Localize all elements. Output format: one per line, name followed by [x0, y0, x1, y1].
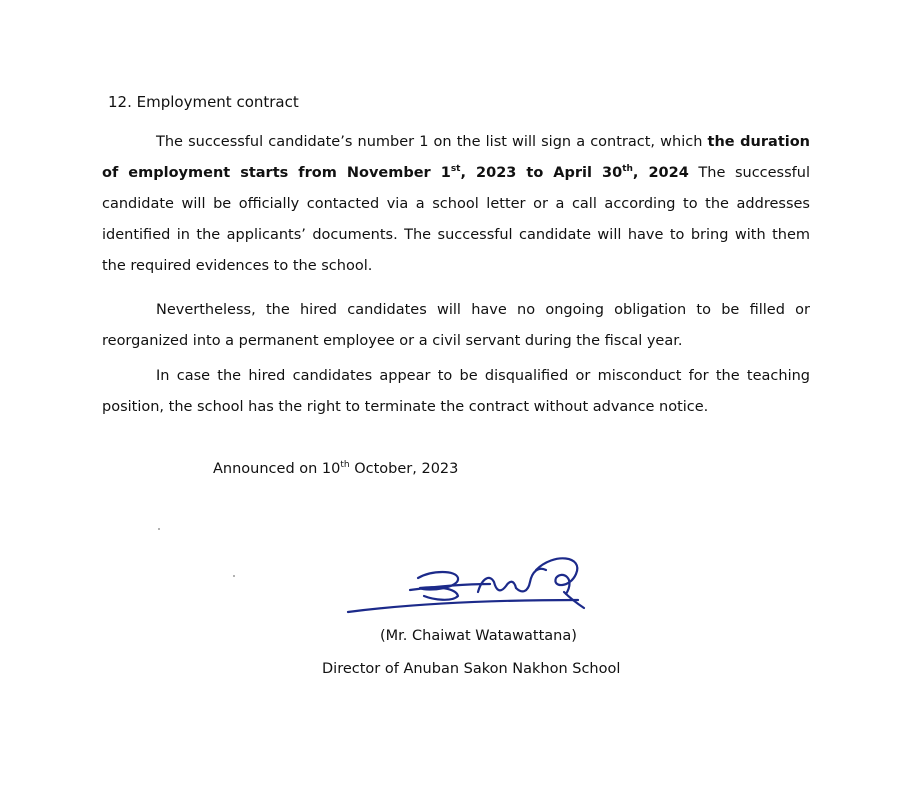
- paragraph1-text-b: The successful candidate will be officially contacted via a school letter or a call according to the addresses identified in the applicants’ documents. The successful candidate will have to bring with them the required evidences to the school.: [102, 165, 810, 274]
- paragraph-termination: [102, 361, 810, 423]
- announcement-sup: th: [340, 460, 350, 471]
- paragraph3-text: In case the hired candidates appear to be disqualified or misconduct for the teaching position, the school has the right to terminate the contract without advance notice.: [102, 368, 810, 415]
- paragraph2-text: Nevertheless, the hired candidates will have no ongoing obligation to be filled or reorganized into a permanent employee or a civil servant during the fiscal year.: [102, 302, 810, 349]
- paragraph1-bold-c: , 2024: [632, 165, 689, 181]
- paper-speck: [158, 528, 160, 530]
- announcement-suffix: October, 2023: [349, 461, 459, 477]
- paragraph-contract-duration: [102, 127, 810, 282]
- announcement-date: [213, 459, 458, 479]
- paragraph1-bold-a: the duration of employment starts from November 1: [102, 134, 810, 181]
- section-heading: 12. Employment contract: [108, 93, 299, 111]
- signatory-title: Director of Anuban Sakon Nakhon School: [322, 661, 621, 677]
- announcement-prefix: Announced on 10: [213, 461, 341, 477]
- signatory-name: (Mr. Chaiwat Watawattana): [380, 628, 577, 644]
- paragraph-no-obligation: [102, 295, 810, 357]
- paragraph1-sup-a: st: [450, 164, 461, 175]
- paragraph1-bold-b: , 2023 to April 30: [460, 165, 623, 181]
- handwritten-signature: [340, 548, 600, 618]
- paper-speck: [233, 575, 235, 577]
- paragraph1-sup-b: th: [622, 164, 633, 175]
- paragraph1-text-a: The successful candidate’s number 1 on the list will sign a contract, which: [156, 134, 708, 150]
